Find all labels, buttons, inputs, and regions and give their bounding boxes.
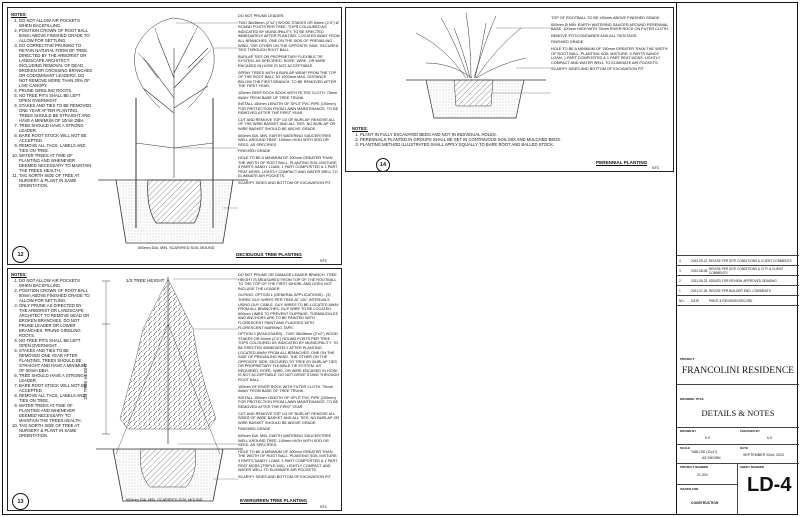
note-item: 2. POSITION CROWN OF ROOT BALL 50mm ABOVE FINISHED GRADE TO ALLOW FOR SETTLING. (19, 288, 91, 303)
detail-title: EVERGREEN TREE PLANTING (240, 498, 308, 503)
callout-text: INSTALL 150mm LENGTH OF SPLIT PVC PIPE (100mm) FOR PROTECTION FROM LAWN MAINTENANCE. TO BE REMOVED AFTER THE FIRST YEAR. (238, 395, 339, 410)
note-item: 8. REMOVE ALL TAGS, LABELS AND TIES ON TREE. (19, 393, 91, 403)
revision-date: 2021-07-28 (691, 289, 708, 293)
revision-no: 4 (679, 259, 681, 263)
detail-number-badge: 14 (376, 158, 390, 172)
callout-text: SCARIFY SIDES AND BOTTOM OF EXCAVATION PIT (238, 181, 331, 185)
detail-panel-evergreen (7, 268, 342, 511)
evergreen-callouts (238, 273, 340, 481)
detail-scale: NTS (652, 166, 659, 170)
detail-scale: NTS (320, 505, 327, 509)
callout-text: REMOVE POT/CONTAINER AND ALL TIES/TAGS. (551, 33, 638, 38)
notes-heading: NOTES: (352, 126, 368, 131)
deciduous-callouts (238, 14, 340, 188)
callout-text: SPRAY TREES WITH A BURLAP WRAP FROM THE TOP OF THE ROOT BALL TO 1500mm MAX. DISTANCE BELOW THE FIRST BRANCH. TO BE REMOVED AFTER THE FIRST YEAR. (238, 70, 337, 89)
callout-text: CUT AND REMOVE TOP 1/3 OF BURLAP. REMOVE ALL SIDES OF WIRE BASKET AND ALL TIES. NO BURLAP OR WIRE BASKET SHOULD BE ABOVE GRADE. (238, 411, 340, 425)
callout-text: HOLE TO BE A MINIMUM OF 300mm GREATER THAN THE WIDTH OF ROOT BALL. PLANTING SOIL MIXTURE: 3 PARTS SANDY LOAM, 1 PART COMPOSTED & 1 PART PEAT MOSS. LIGHTLY COMPACT AND WATER WELL TO ELIMINATE AIR POCKETS. (238, 156, 338, 179)
callout-text: CUT AND REMOVE TOP 1/3 OF BURLAP. REMOVE ALL OF THE WIRE BASKET AND ALL TIES. NO BURLAP OR WIRE BASKET SHOULD BE ABOVE GRADE. (238, 117, 336, 132)
note-item: 1. DO NOT ALLOW AIR POCKETS WHEN BACKFILLING. (19, 18, 93, 28)
notes-list (352, 132, 672, 147)
note-item: 1. PLANT IN FULLY EXCAVATED BEDS AND NOT IN INDIVIDUAL HOLES. (360, 132, 672, 137)
detail-scale: NTS (320, 259, 327, 263)
issued-for-label: ISSUED FOR (680, 487, 699, 491)
perennial-callouts (551, 16, 671, 74)
detail-number-badge: 12 (12, 246, 29, 263)
drawn-by: K.E (705, 436, 711, 440)
revision-desc: REVISE PER SITE CONDITIONS & CITY & CLIENT COMMENTS (709, 267, 784, 275)
note-item: 5. STAKES AND TIES TO BE REMOVED ONE YEAR AFTER PLANTING. TREES SHOULD BE STRAIGHT AND HAVE A MINIMUM OF 50mm DBH. (19, 348, 91, 373)
revision-date: 2022-09-22 (691, 259, 708, 263)
detail-panel-deciduous (7, 7, 342, 265)
callout-text: TOP OF ROOTBALL TO BE ±50mm ABOVE FINISHED GRADE. (551, 16, 661, 20)
detail-title: DECIDUOUS TREE PLANTING (236, 252, 302, 257)
date-value: SEPTEMBER 22nd, 2022 (743, 453, 785, 457)
callout-text: OPTION 2 (BOULEVARD) - TWO 38x38mm (2"x2") WOOD STAKES OR 64mm (2.5") ROUND POSTS PER TREE. TOPS COLOURED AS INDICATED BY MUNICIPALITY. TO BE ERECTED IMMEDIATELY AFTER PLANTING. LOCATED AWAY FROM ALL BRANCHES. ONE ON THE SIDE OF PREVAILING WIND, THE OTHER ON THE OPPOSITE SIDE. SECURED TO TREE BY BURLAP TIES OR PROPRIETARY FLEXIBLE TIE SYSTEM. AS REQUIRED. ROPE, WIRE, OR WIRE ENCASED IN HOSE IS NOT ACCEPTABLE. DO NOT DRIVE STAKE THROUGH ROOT BALL. (238, 332, 340, 383)
callout-text: DO NOT PRUNE LEADER. (238, 14, 285, 18)
note-item: 10. WATER TREES AT TIME OF PLANTING AND WHENEVER DEEMED NECESSARY TO MAINTAIN THE TREES HEALTH. (19, 153, 93, 173)
scale-label: SCALE (680, 446, 691, 450)
checked-by: K.E (767, 436, 773, 440)
note-item: 10. TAG NORTH SIDE OF TREE AT NURSERY & PLANT IN SAME ORIENTATION. (19, 423, 91, 438)
detail-number-badge: 13 (12, 493, 29, 510)
rev-header-no: NO. (679, 299, 685, 303)
note-item: 2. POSITION CROWN OF ROOT BALL 50mm ABOVE FINISHED GRADE TO ALLOW FOR SETTLING. (19, 28, 93, 43)
revision-date: 2021-08-23 (691, 279, 708, 283)
height-label-top: 1/3 TREE HEIGHT (126, 278, 165, 283)
revision-no: 3 (679, 269, 681, 273)
note-item: 7. TREE SHOULD HAVE A STRONG LEADER. (19, 123, 93, 133)
callout-text: TWO 38x38mm (2"x2") WOOD STAKES OR 64mm (2.5") Ø ROUND POSTS PER TREE. TOPS COLOURED AS INDICATED BY MUNICIPALITY. TO BE ERECTED IMMEDIATELY AFTER PLANTING. LOCATED AWAY FROM ALL BRANCHES. ONE ON THE SIDE OF PREVAILING WIND, THE OTHER ON THE OPPOSITE SIDE. SECURED TIES THROUGH ROOT BALL. (238, 20, 340, 53)
revision-desc: REVISE PER SITE CONDITIONS & CLIENT COMMENTS (709, 259, 792, 263)
callout-text: SCARIFY SIDES AND BOTTOM OF EXCAVATION PIT (238, 474, 331, 479)
notes-heading: NOTES: (11, 272, 27, 277)
revision-date: 2022-08-08 (691, 269, 708, 273)
mound-label: 600mm DIA. MIN. SCARIFIED SOIL MOUND (126, 498, 203, 502)
project-label: PROJECT (680, 357, 695, 361)
callout-text: FINISHED GRADE (551, 40, 584, 45)
note-item: 11. TAG NORTH SIDE OF TREE AT NURSERY & PLANT IN SAME ORIENTATION. (19, 173, 93, 188)
drawn-by-label: DRAWN BY (680, 429, 697, 433)
note-item: 3. PLANTING METHOD ILLUSTRATED SHALL APPLY EQUALLY TO BARE ROOT AND BALLED STOCK. (360, 142, 672, 147)
note-item: 1. DO NOT ALLOW AIR POCKETS WHEN BACKFILLING. (19, 278, 91, 288)
project-number-label: PROJECT NUMBER (680, 465, 709, 469)
callout-text: 100mm OF RIVER ROCK WITH FILTER CLOTH. 75mm AWAY FROM BASE OF TREE TRUNK. (238, 384, 333, 394)
detail-panel-perennial (345, 7, 674, 172)
revision-no: 1 (679, 289, 681, 293)
project-number: 21-003 (697, 473, 708, 477)
title-block (676, 2, 798, 515)
perennial-notes (352, 126, 672, 147)
callout-text: SCARIFY SIDES AND BOTTOM OF EXCAVATION PIT (551, 67, 644, 72)
callout-text: BURLAP TIES OR PROPRIETARY FLEXIBLE TIE SYSTEM. AS SPECIFIED. ROPE, WIRE, OR WIRE ENCASED IN HOSE IS NOT ACCEPTABLE. (238, 54, 326, 68)
callout-text: 600mm DIA. MIN. EARTH WATERING SAUCER/TREE WELL AROUND TREE. 100mm HIGH WITH SOD OR SEED. AS SPECIFIED. (238, 434, 332, 448)
note-item: 6. TREE SHOULD HAVE A STRONG LEADER. (19, 373, 91, 383)
note-item: 2. PERENNIALS PLANTED IN GROUPS SHALL BE SET IN CONTINUOUS SOIL MIX AND MULCHED BEDS. (360, 137, 672, 142)
drawing-title: DETAILS & NOTES (701, 408, 775, 418)
note-item: 8. BARE ROOT STOCK WILL NOT BE ACCEPTED. (19, 133, 93, 143)
callout-text: 100mm DEEP ROCK BOOK WITH FILTER CLOTH. 75mm AWAY FROM BASE OF TREE TRUNK. (238, 90, 338, 100)
note-item: 5. NO TREE PITS SHALL BE LEFT OPEN OVERNIGHT. (19, 93, 93, 103)
revision-desc: REVISE PER BUILDER ENG. COMMENTS (709, 289, 771, 293)
callout-text: HOLE TO BE A MINIMUM OF 300mm GREATER THAN THE WIDTH OF ROOT BALL. PLANTING SOIL MIXTURE: 3 PARTS SANDY LOAM, 1 PART COMPOSTED & 1 PART PEAT MOSS (TRIPLE MIX). LIGHTLY COMPACT AND WATER WELL TO ELIMINATE AIR POCKETS. (238, 449, 338, 473)
note-item: 7. BARE ROOT STOCK WILL NOT BE ACCEPTED. (19, 383, 91, 393)
note-item: 6. STAKES AND TIES TO BE REMOVED ONE YEAR AFTER PLANTING. TREES SHOULD BE STRAIGHT AND HAVE A MINIMUM OF 10mm DBH. (19, 103, 93, 123)
sheet-number: LD-4 (747, 474, 792, 496)
note-item: 4. PRUNE GIRDLING ROOTS. (19, 88, 93, 93)
revision-desc: ISSUED FOR REVIEW. APPROVED GRADING (709, 279, 777, 283)
note-item: 3. ONLY PRUNE AS DIRECTED BY THE ARBORIST OR LANDSCAPE ARCHITECT TO REMOVE DEAD OR BROKEN BRANCHES. DO NOT PRUNE LEADER OR LOWER BRANCHES. PRUNE GIRDLING ROOTS. (19, 303, 91, 338)
revision-no: 2 (679, 279, 681, 283)
scale-value: TABLOID (11x17) (691, 450, 718, 454)
callout-text: DO NOT PRUNE OR DAMAGE LEADER BRANCH. TREE HEIGHT IS MEASURED FROM TOP OF THE ROOTBALL TO THE TOP OF THE FIRST WHORL AND DOES NOT INCLUDE THE LEADER. (238, 273, 337, 291)
callout-text: FINISHED GRADE (238, 427, 271, 432)
drawing-title-label: DRAWING TITLE (680, 397, 704, 401)
date-label: DATE (740, 446, 748, 450)
issued-for: CONSTRUCTION (691, 501, 719, 505)
callout-text: 600mm DIA. MIN. EARTH WATERING SAUCER/TREE WELL AROUND TREE. 100mm HIGH WITH SOD OR SEED. AS SPECIFIED (238, 133, 332, 147)
callout-text: 600mm Ø MIN. EARTH WATERING SAUCER AROUND PERENNIAL BASE. 100mm HIGH WITH 75mm RIVER ROCK ON FILTER CLOTH. (551, 22, 670, 32)
rev-header-date: DATE (691, 299, 700, 303)
note-item: 9. REMOVE ALL TAGS, LABELS AND TIES ON TREE. (19, 143, 93, 153)
detail-title: PERENNIAL PLANTING (596, 160, 648, 165)
mound-label: 600mm DIA. MIN. SCARIFIED SOIL MOUND (138, 246, 215, 250)
height-label-side: 2/3 TREE HEIGHT (83, 362, 89, 400)
callout-text: HOLE TO BE A MINIMUM OF 150mm GREATER THAN THE WIDTH OF ROOT BALL. PLANTING SOIL MIXTURE: 3 PARTS SANDY LOAM, 1 PART COMPOSTED & 1 PART PEAT MOSS. LIGHTLY COMPACT AND WATER WELL TO ELIMINATE AIR POCKETS. (551, 46, 668, 65)
sheet-number-label: SHEET NUMBER (740, 465, 765, 469)
scale-value-2: AS SHOWN (702, 456, 721, 460)
notes-heading: NOTES: (11, 12, 27, 17)
note-item: 4. NO TREE PITS SHALL BE LEFT OPEN OVERNIGHT. (19, 338, 91, 348)
checked-by-label: CHECKED BY (740, 429, 760, 433)
callout-text: INSTALL 150mm LENGTH OF SPLIT PVC PIPE (100mm) FOR PROTECTION FROM LAWN MAINTENANCE. TO BE REMOVED AFTER THE FIRST YEAR. (238, 102, 339, 116)
callout-text: FINISHED GRADE (238, 149, 271, 154)
note-item: 3. DO CORRECTIVE PRUNING TO RETAIN NATURAL FORM OF TREE. DIRECTED BY THE ARBORIST OR LANDSCAPE ARCHITECT. INCLUDING REMOVAL OF DEAD, BROKEN OR CROSSING BRANCHES OR CODOMINANT LEADERS. DO NOT REMOVE MORE THAN 20% OF LIVE CANOPY. (19, 43, 93, 88)
callout-text: GUYING: OPTION 1 (GENERAL APPLICATIONS) - (3) THREE GUY WIRES PER TREE AT 120° INTERVALS USING GUY CABLE. GUY WIRES TO BE LOCATED AWAY FROM ALL BRANCHES. GUY WIRE TO BE LOCATED 600mm LIMBS TO PREVENT SLIPPAGE. TURNBUCKLES AND ANCHORS ARE TO BE PAINTED WITH FLORESCENT PAINT AND FLAGGED WITH FLORESCENT MARKING TAPE. (238, 293, 339, 330)
rev-header-desc: PRINT & REVISION RECORD (709, 299, 753, 303)
project-name: FRANCOLINI RESIDENCE (681, 366, 795, 376)
note-item: 9. WATER TREES AT TIME OF PLANTING AND WHENEVER DEEMED NECESSARY TO MAINTAIN THE TREES HEALTH. (19, 403, 91, 423)
